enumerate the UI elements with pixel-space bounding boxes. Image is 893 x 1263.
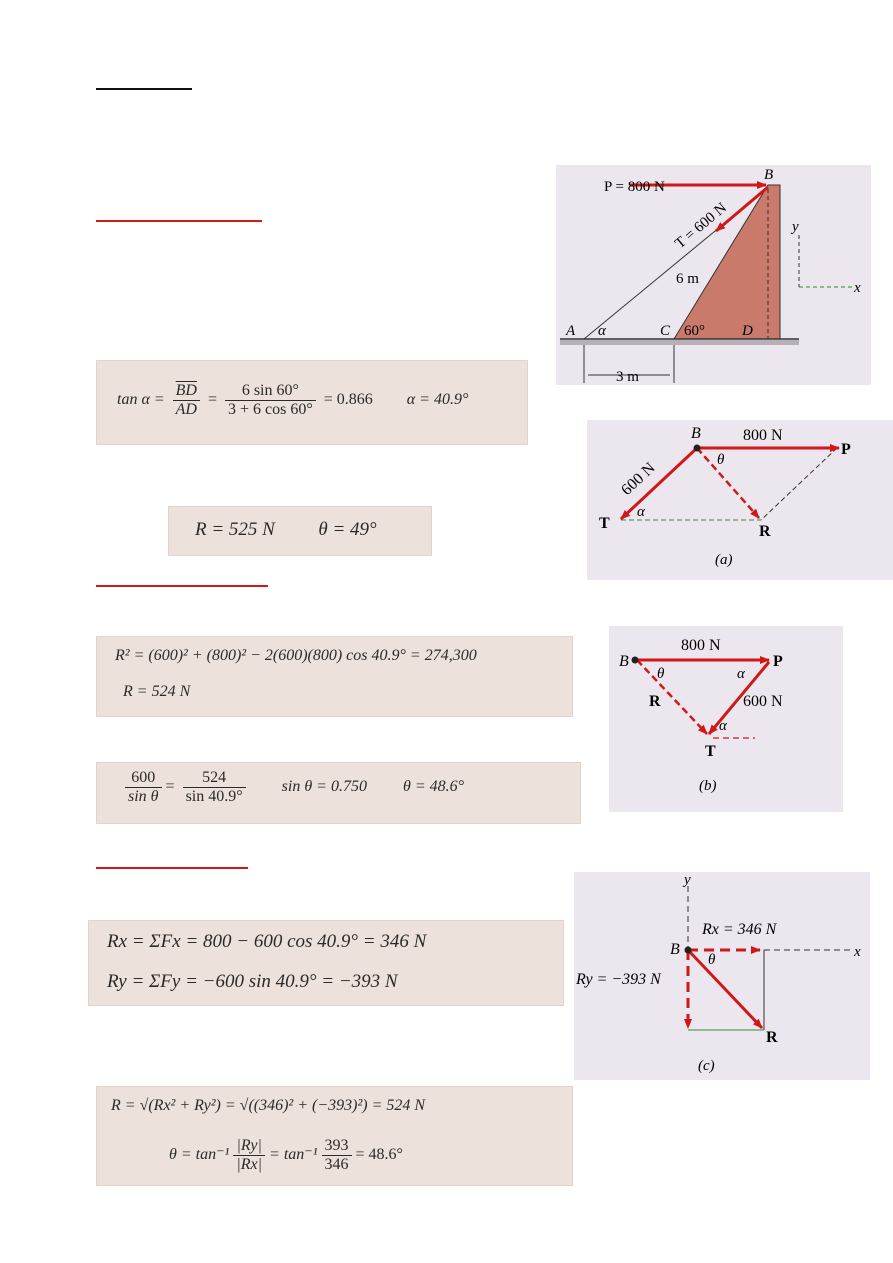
label-T: T = 600 N bbox=[672, 199, 731, 253]
label-P: P bbox=[841, 441, 851, 458]
label-R: R bbox=[649, 693, 661, 710]
label-T: T bbox=[705, 743, 716, 760]
label-600: 600 N bbox=[743, 693, 783, 710]
caption-b: (b) bbox=[699, 778, 717, 794]
point-B bbox=[685, 947, 692, 954]
label-800: 800 N bbox=[743, 427, 783, 444]
sin-theta-value: sin θ = 0.750 bbox=[281, 778, 367, 796]
vector-R bbox=[637, 660, 707, 734]
equation-components bbox=[88, 920, 564, 1006]
fraction-numerator: 524 bbox=[183, 769, 246, 788]
rx-line: Rx = ΣFx = 800 − 600 cos 40.9° = 346 N bbox=[107, 931, 427, 952]
label-B: B bbox=[691, 425, 701, 442]
label-y: y bbox=[792, 219, 799, 235]
label-3m: 3 m bbox=[616, 369, 639, 385]
label-A: A bbox=[566, 323, 576, 339]
law-cos-line2: R = 524 N bbox=[123, 683, 191, 700]
label-R: R bbox=[759, 523, 771, 540]
equals: = bbox=[165, 778, 175, 796]
fraction-denominator: sin θ bbox=[128, 788, 159, 805]
label-60: 60° bbox=[684, 323, 705, 339]
result-theta: θ = 49° bbox=[318, 519, 377, 540]
fraction-numerator: $\overline{BD}$ bbox=[173, 382, 200, 401]
caption-a: (a) bbox=[715, 552, 733, 568]
fraction-numerator: |Ry| bbox=[233, 1137, 265, 1156]
fraction-numerator: 6 sin 60° bbox=[225, 382, 316, 401]
figure-c bbox=[574, 872, 870, 1080]
figure-dam bbox=[556, 165, 871, 385]
label-alpha: α bbox=[637, 504, 645, 520]
label-theta: θ bbox=[657, 666, 665, 682]
point-B bbox=[694, 445, 701, 452]
label-P: P = 800 N bbox=[604, 179, 665, 195]
label-6m: 6 m bbox=[676, 271, 699, 287]
fraction-denominator: 3 + 6 cos 60° bbox=[228, 401, 313, 418]
result-R: R = 525 N bbox=[195, 519, 275, 540]
theta-tail: = 48.6° bbox=[355, 1146, 403, 1164]
eq-tail: = 0.866 bbox=[323, 391, 373, 409]
vector-R bbox=[688, 950, 762, 1028]
label-x: x bbox=[854, 944, 861, 960]
label-y: y bbox=[684, 872, 691, 888]
label-P: P bbox=[773, 653, 783, 670]
label-alpha1: α bbox=[737, 666, 745, 682]
label-800: 800 N bbox=[681, 637, 721, 654]
parallelogram-right bbox=[761, 448, 837, 520]
label-Rx: Rx = 346 N bbox=[702, 921, 777, 938]
theta-lhs: θ = tan⁻¹ bbox=[169, 1146, 230, 1164]
label-theta: θ bbox=[717, 452, 725, 468]
label-theta: θ bbox=[708, 952, 716, 968]
ry-line: Ry = ΣFy = −600 sin 40.9° = −393 N bbox=[107, 971, 398, 992]
label-D: D bbox=[742, 323, 753, 339]
label-Ry: Ry = −393 N bbox=[576, 971, 661, 988]
equation-magnitude bbox=[96, 1086, 573, 1186]
eq-lhs: tan α = bbox=[117, 391, 165, 409]
label-B: B bbox=[619, 653, 629, 670]
figure-a bbox=[587, 420, 893, 580]
heading-2-underline bbox=[96, 220, 262, 222]
label-alpha2: α bbox=[719, 718, 727, 734]
fraction-denominator: 346 bbox=[324, 1156, 349, 1173]
fraction-numerator: 393 bbox=[322, 1137, 352, 1156]
fraction-denominator: |Rx| bbox=[236, 1156, 263, 1173]
equation-law-of-sines bbox=[96, 762, 581, 824]
label-B: B bbox=[670, 941, 680, 958]
heading-4-underline bbox=[96, 867, 248, 869]
result-box bbox=[168, 506, 432, 556]
figure-b bbox=[609, 626, 843, 812]
fraction-denominator: AD bbox=[175, 401, 197, 418]
fraction-numerator: 600 bbox=[125, 769, 162, 788]
label-alpha: α bbox=[598, 323, 606, 339]
equals: = bbox=[207, 391, 217, 409]
equation-law-of-cosines bbox=[96, 636, 573, 717]
alpha-value: α = 40.9° bbox=[406, 391, 469, 409]
label-600: 600 N bbox=[618, 459, 659, 499]
theta-mid: = tan⁻¹ bbox=[269, 1146, 318, 1164]
label-B: B bbox=[764, 167, 774, 183]
equation-tan-alpha bbox=[96, 360, 528, 445]
label-T: T bbox=[599, 515, 610, 532]
magnitude-line: R = √(Rx² + Ry²) = √((346)² + (−393)²) = 524 N bbox=[111, 1097, 426, 1114]
heading-3-underline bbox=[96, 585, 268, 587]
label-R: R bbox=[766, 1029, 778, 1046]
label-x: x bbox=[854, 280, 861, 296]
dam-shape bbox=[674, 185, 780, 339]
vector-R bbox=[697, 448, 759, 518]
label-C: C bbox=[660, 323, 671, 339]
theta-value: θ = 48.6° bbox=[402, 778, 465, 796]
heading-1-underline bbox=[96, 88, 192, 90]
law-cos-line1: R² = (600)² + (800)² − 2(600)(800) cos 40.9° = 274,300 bbox=[115, 647, 477, 664]
fraction-denominator: sin 40.9° bbox=[185, 788, 243, 805]
ground-hatch bbox=[560, 340, 799, 345]
caption-c: (c) bbox=[698, 1058, 715, 1074]
point-B bbox=[632, 657, 639, 664]
